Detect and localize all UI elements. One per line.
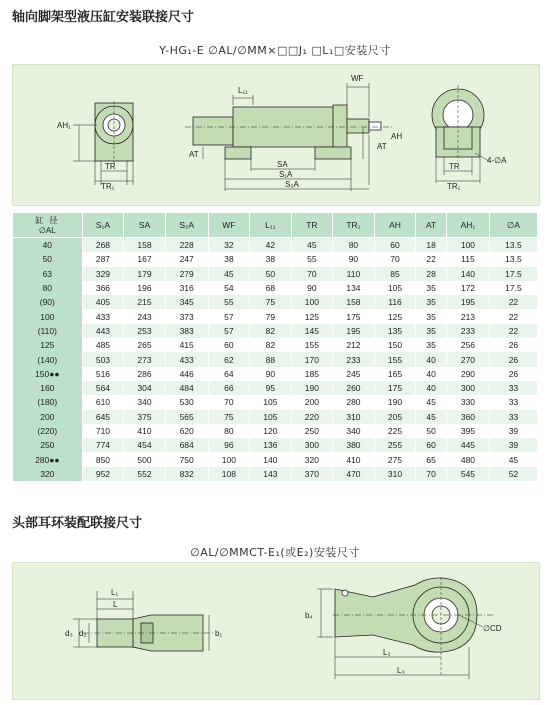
value-cell: 143 [250,467,292,481]
value-cell: 60 [374,238,416,253]
value-cell: 22 [489,309,537,323]
value-cell: 115 [446,252,489,266]
bore-cell: 200 [13,410,83,424]
value-cell: 54 [208,281,250,295]
value-cell: 190 [374,395,416,409]
value-cell: 286 [124,367,166,381]
value-cell: 35 [416,338,447,352]
header-col: WF [208,213,250,238]
value-cell: 233 [333,352,375,366]
label-d2: d₂ [79,629,87,638]
value-cell: 564 [82,381,124,395]
value-cell: 45 [489,452,537,466]
table-row [13,338,538,352]
value-cell: 45 [291,238,333,253]
table-row [13,467,538,481]
value-cell: 300 [291,438,333,452]
header-col: TR [291,213,333,238]
table-body [13,238,538,482]
value-cell: 370 [291,467,333,481]
value-cell: 270 [446,352,489,366]
value-cell: 212 [333,338,375,352]
value-cell: 832 [165,467,208,481]
bore-cell: (140) [13,352,83,366]
value-cell: 645 [82,410,124,424]
value-cell: 175 [333,309,375,323]
value-cell: 345 [165,295,208,309]
label-tr-right: TR [449,162,460,171]
value-cell: 445 [446,438,489,452]
table-row [13,367,538,381]
header-col: S₁A [82,213,124,238]
value-cell: 233 [446,324,489,338]
value-cell: 80 [208,424,250,438]
value-cell: 280 [333,395,375,409]
table-row [13,424,538,438]
value-cell: 243 [124,309,166,323]
value-cell: 135 [374,324,416,338]
value-cell: 17.5 [489,267,537,281]
label-ah1: AH₁ [57,121,71,130]
value-cell: 175 [374,381,416,395]
value-cell: 340 [333,424,375,438]
label-l1: L₁ [111,588,119,597]
value-cell: 82 [250,324,292,338]
value-cell: 165 [374,367,416,381]
value-cell: 373 [165,309,208,323]
value-cell: 40 [416,367,447,381]
value-cell: 70 [374,252,416,266]
value-cell: 140 [250,452,292,466]
value-cell: 33 [489,395,537,409]
value-cell: 70 [208,395,250,409]
value-cell: 38 [250,252,292,266]
value-cell: 516 [82,367,124,381]
value-cell: 62 [208,352,250,366]
bore-cell: 50 [13,252,83,266]
label-b4: b₄ [305,611,313,620]
value-cell: 32 [208,238,250,253]
label-l2: L₂ [383,648,391,657]
value-cell: 205 [374,410,416,424]
value-cell: 75 [208,410,250,424]
value-cell: 125 [291,309,333,323]
value-cell: 22 [416,252,447,266]
bore-cell: 160 [13,381,83,395]
header-col: L₁₁ [250,213,292,238]
value-cell: 22 [489,324,537,338]
value-cell: 443 [82,324,124,338]
value-cell: 105 [250,395,292,409]
bore-cell: 100 [13,309,83,323]
value-cell: 75 [250,295,292,309]
bore-cell: 280●● [13,452,83,466]
value-cell: 33 [489,410,537,424]
label-d3: d₃ [65,629,73,638]
value-cell: 310 [374,467,416,481]
value-cell: 38 [208,252,250,266]
value-cell: 215 [124,295,166,309]
value-cell: 17.5 [489,281,537,295]
value-cell: 446 [165,367,208,381]
bore-cell: 40 [13,238,83,253]
value-cell: 433 [165,352,208,366]
value-cell: 395 [446,424,489,438]
value-cell: 35 [416,281,447,295]
value-cell: 545 [446,467,489,481]
label-wf: WF [351,74,364,83]
value-cell: 220 [291,410,333,424]
section2-subtitle: ∅AL/∅MMCT-E₁(或E₂)安装尺寸 [190,546,360,559]
value-cell: 35 [416,309,447,323]
value-cell: 380 [333,438,375,452]
table-row [13,238,538,253]
value-cell: 57 [208,309,250,323]
value-cell: 433 [82,309,124,323]
value-cell: 55 [208,295,250,309]
value-cell: 710 [82,424,124,438]
section1-title: 轴向脚架型液压缸安装联接尺寸 [12,10,195,25]
value-cell: 45 [208,267,250,281]
spec-table [12,212,538,481]
value-cell: 70 [291,267,333,281]
value-cell: 287 [82,252,124,266]
header-col: AH₁ [446,213,489,238]
value-cell: 310 [333,410,375,424]
bore-cell: 150●● [13,367,83,381]
value-cell: 500 [124,452,166,466]
value-cell: 96 [208,438,250,452]
value-cell: 167 [124,252,166,266]
value-cell: 110 [333,267,375,281]
value-cell: 485 [82,338,124,352]
value-cell: 410 [124,424,166,438]
right-end-view [432,85,489,183]
value-cell: 268 [82,238,124,253]
value-cell: 13.5 [489,238,537,253]
value-cell: 503 [82,352,124,366]
rod-eye-drawing [12,562,540,700]
value-cell: 125 [374,309,416,323]
value-cell: 610 [82,395,124,409]
table-row [13,252,538,266]
value-cell: 50 [250,267,292,281]
value-cell: 60 [416,438,447,452]
header-col: AT [416,213,447,238]
value-cell: 304 [124,381,166,395]
label-b1: b₁ [215,629,223,638]
value-cell: 850 [82,452,124,466]
value-cell: 320 [291,452,333,466]
header-col: ∅A [489,213,537,238]
value-cell: 179 [124,267,166,281]
value-cell: 565 [165,410,208,424]
rod-eye-top-view [317,577,493,679]
value-cell: 88 [250,352,292,366]
label-l: L [113,600,118,609]
value-cell: 35 [416,324,447,338]
value-cell: 190 [291,381,333,395]
value-cell: 195 [333,324,375,338]
rod-eye-side-view [73,591,213,651]
value-cell: 90 [250,367,292,381]
value-cell: 172 [446,281,489,295]
value-cell: 155 [374,352,416,366]
table-row [13,267,538,281]
value-cell: 253 [124,324,166,338]
value-cell: 150 [374,338,416,352]
label-s1a: S₁A [279,170,293,179]
label-sa: SA [277,160,288,169]
value-cell: 18 [416,238,447,253]
value-cell: 170 [291,352,333,366]
value-cell: 100 [291,295,333,309]
table-row [13,352,538,366]
value-cell: 26 [489,338,537,352]
value-cell: 42 [250,238,292,253]
value-cell: 95 [250,381,292,395]
value-cell: 225 [374,424,416,438]
left-end-view [73,101,133,185]
label-tr-left: TR [105,162,116,171]
header-col: SA [124,213,166,238]
value-cell: 39 [489,438,537,452]
value-cell: 33 [489,381,537,395]
value-cell: 316 [165,281,208,295]
table-row [13,281,538,295]
value-cell: 40 [416,381,447,395]
value-cell: 28 [416,267,447,281]
value-cell: 35 [416,295,447,309]
value-cell: 484 [165,381,208,395]
value-cell: 530 [165,395,208,409]
label-tr1-right: TR₁ [447,182,461,191]
value-cell: 52 [489,467,537,481]
bore-cell: 80 [13,281,83,295]
value-cell: 290 [446,367,489,381]
value-cell: 245 [333,367,375,381]
value-cell: 200 [291,395,333,409]
value-cell: 470 [333,467,375,481]
table-row [13,452,538,466]
value-cell: 22 [489,295,537,309]
value-cell: 552 [124,467,166,481]
value-cell: 100 [446,238,489,253]
value-cell: 330 [446,395,489,409]
value-cell: 57 [208,324,250,338]
value-cell: 90 [333,252,375,266]
value-cell: 300 [446,381,489,395]
value-cell: 79 [250,309,292,323]
value-cell: 952 [82,467,124,481]
label-at-left: AT [189,150,199,159]
value-cell: 340 [124,395,166,409]
table-row [13,295,538,309]
value-cell: 60 [208,338,250,352]
table-row [13,395,538,409]
value-cell: 45 [416,410,447,424]
value-cell: 247 [165,252,208,266]
value-cell: 120 [250,424,292,438]
value-cell: 375 [124,410,166,424]
value-cell: 26 [489,352,537,366]
value-cell: 80 [333,238,375,253]
bore-cell: 125 [13,338,83,352]
header-bore: 缸 径 ∅AL [13,213,83,238]
header-col: S₂A [165,213,208,238]
value-cell: 255 [374,438,416,452]
value-cell: 213 [446,309,489,323]
value-cell: 275 [374,452,416,466]
bore-cell: 63 [13,267,83,281]
label-l11: L₁₁ [238,86,248,95]
value-cell: 55 [291,252,333,266]
value-cell: 158 [333,295,375,309]
bore-cell: (180) [13,395,83,409]
value-cell: 250 [291,424,333,438]
label-ah: AH [391,132,403,141]
label-l3: L₃ [397,666,405,675]
value-cell: 65 [416,452,447,466]
value-cell: 105 [374,281,416,295]
value-cell: 405 [82,295,124,309]
value-cell: 50 [416,424,447,438]
label-holes: 4-∅A [487,156,507,165]
value-cell: 415 [165,338,208,352]
value-cell: 256 [446,338,489,352]
bore-cell: (90) [13,295,83,309]
value-cell: 26 [489,367,537,381]
section2-title: 头部耳环装配联接尺寸 [12,516,143,531]
value-cell: 329 [82,267,124,281]
value-cell: 145 [291,324,333,338]
value-cell: 196 [124,281,166,295]
label-s2a: S₂A [285,180,299,189]
value-cell: 70 [416,467,447,481]
table-row [13,381,538,395]
value-cell: 116 [374,295,416,309]
bore-cell: (110) [13,324,83,338]
label-at-right: AT [377,142,387,151]
value-cell: 774 [82,438,124,452]
value-cell: 260 [333,381,375,395]
label-tr1-left: TR₁ [101,182,115,191]
table-row [13,324,538,338]
bore-cell: 250 [13,438,83,452]
value-cell: 228 [165,238,208,253]
value-cell: 82 [250,338,292,352]
table-row [13,410,538,424]
value-cell: 13.5 [489,252,537,266]
value-cell: 383 [165,324,208,338]
value-cell: 279 [165,267,208,281]
table-row [13,438,538,452]
bore-cell: (220) [13,424,83,438]
value-cell: 136 [250,438,292,452]
label-cd: ∅CD [483,624,502,633]
value-cell: 410 [333,452,375,466]
value-cell: 155 [291,338,333,352]
value-cell: 100 [208,452,250,466]
value-cell: 140 [446,267,489,281]
value-cell: 750 [165,452,208,466]
header-col: TR₁ [333,213,375,238]
value-cell: 185 [291,367,333,381]
value-cell: 158 [124,238,166,253]
value-cell: 366 [82,281,124,295]
value-cell: 45 [416,395,447,409]
value-cell: 39 [489,424,537,438]
value-cell: 454 [124,438,166,452]
cylinder-drawing [12,64,540,206]
value-cell: 273 [124,352,166,366]
value-cell: 195 [446,295,489,309]
value-cell: 40 [416,352,447,366]
value-cell: 480 [446,452,489,466]
value-cell: 105 [250,410,292,424]
value-cell: 684 [165,438,208,452]
bore-cell: 320 [13,467,83,481]
value-cell: 134 [333,281,375,295]
table-row [13,309,538,323]
value-cell: 360 [446,410,489,424]
section1-subtitle: Y-HG₁-E ∅AL/∅MM×□□J₁ □L₁□安装尺寸 [159,44,391,57]
value-cell: 68 [250,281,292,295]
table-header-row [13,213,538,238]
value-cell: 620 [165,424,208,438]
value-cell: 265 [124,338,166,352]
value-cell: 108 [208,467,250,481]
value-cell: 90 [291,281,333,295]
header-col: AH [374,213,416,238]
value-cell: 66 [208,381,250,395]
value-cell: 64 [208,367,250,381]
value-cell: 85 [374,267,416,281]
